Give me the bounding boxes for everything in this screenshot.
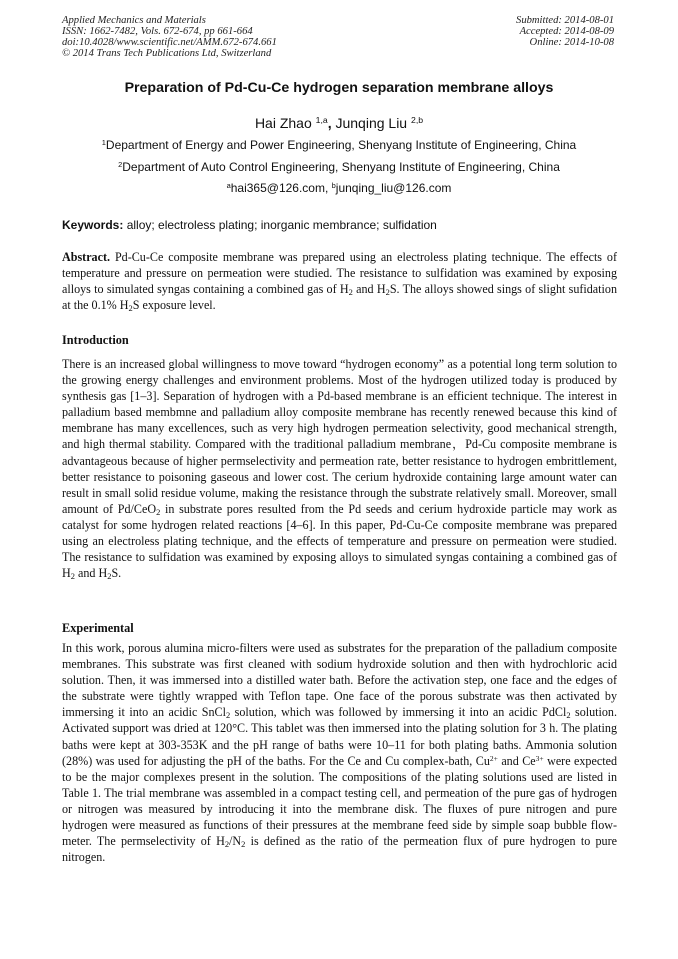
affiliation-1 xyxy=(0,138,678,152)
journal-info xyxy=(62,15,277,59)
publication-dates xyxy=(516,15,614,48)
affiliation-number: 2 xyxy=(118,159,123,169)
email-address[interactable]: hai365@126.com xyxy=(230,181,325,195)
author-affiliation-mark: 1,a xyxy=(315,115,328,126)
section-heading-introduction: Introduction xyxy=(62,333,129,347)
affiliation-text: Department of Energy and Power Engineering, Shenyang Institute of Engineering, China xyxy=(105,138,577,152)
author-separator: , xyxy=(327,115,336,131)
email-line xyxy=(0,181,678,195)
section-heading-experimental: Experimental xyxy=(62,621,134,635)
email-mark: a xyxy=(226,180,231,190)
experimental-text: In this work, porous alumina micro-filters were used as substrates for the preparation of the palladium composite membranes. This substrate was first cleaned with sodium hydroxide solution and then with hydrochloric acid solution. Then, it was immersed into a distilled water bath. Before the activation step, one face and the edges of the substrate were tightly wrapped with Teflon tape. One face of the porous substrate was then activated by immersing it into an acidic SnCl$_2$ solution, which was followed by immersing it into an acidic PdCl$_2$ solution. Activated support was dried at 120°C. This tablet was then immersed into the plating solution for 3 h. The plating baths were kept at 303-353K and the pH range of baths were 10–11 for both plating baths. Ammonia solution (28%) was used for adjusting the pH of the baths. For the Ce and Cu complex-bath, $Cu^{2+}$ and $Ce^{3+}$ were expected to be the major complexes present in the solution. The compositions of the plating solutions used are listed in Table 1. The trial membrane was assembled in a compact testing cell, and permeation of the pure gas of hydrogen or nitrogen was measured by introducing it into the membrane disk. The fluxes of pure nitrogen and pure hydrogen were measured as functions of their pressures at the membrane feed side by simple soap bubble flow-meter. The permselectivity of $H_2/N_2$ is defined as the ratio of the permeation flux of pure hydrogen to pure nitrogen. xyxy=(62,641,617,865)
author-name: Junqing Liu xyxy=(335,115,408,131)
author-affiliation-mark: 2,b xyxy=(411,115,424,126)
affiliation-2 xyxy=(0,160,678,174)
abstract xyxy=(62,249,617,313)
abstract-label: Abstract. xyxy=(62,250,111,264)
email-mark: b xyxy=(331,180,336,190)
keywords-text: alloy; electroless plating; inorganic membrance; sulfidation xyxy=(123,218,437,232)
journal-name: Applied Mechanics and Materials xyxy=(62,15,206,26)
accepted-date: Accepted: 2014-08-09 xyxy=(519,26,614,37)
abstract-text: Pd-Cu-Ce composite membrane was prepared using an electroless plating technique. The effects of temperature and pressure on permeation were studied. The resistance to sulfidation was examined by exposing alloys to simulated syngas containing a combined gas of $H_2$ and $H_2S$. The alloys showed sings of slight sufidation at the 0.1% $H_2S$ exposure level. xyxy=(62,250,617,314)
author-line xyxy=(0,115,678,131)
keywords-label: Keywords: xyxy=(62,218,124,232)
online-date: Online: 2014-10-08 xyxy=(529,37,614,48)
paper-title: Preparation of Pd-Cu-Ce hydrogen separation membrane alloys xyxy=(124,80,554,96)
submitted-date: Submitted: 2014-08-01 xyxy=(516,15,614,26)
journal-copyright: © 2014 Trans Tech Publications Ltd, Switzerland xyxy=(62,48,272,59)
author-name: Hai Zhao xyxy=(254,115,312,131)
journal-issn: ISSN: 1662-7482, Vols. 672-674, pp 661-664 xyxy=(62,26,253,37)
journal-doi: doi:10.4028/www.scientific.net/AMM.672-674.661 xyxy=(62,37,277,48)
keywords xyxy=(62,218,617,232)
affiliation-number: 1 xyxy=(101,137,106,147)
affiliation-text: Department of Auto Control Engineering, Shenyang Institute of Engineering, China xyxy=(122,160,560,174)
introduction-text: There is an increased global willingness to move toward “hydrogen economy” as a potential long term solution to the growing energy challenges and environment problems. Most of the hydrogen utilized today is produced by synthesis gas [1–3]. Separation of hydrogen with a Pd-based membrane is an efficient technique. The interest in palladium based membmne and palladium alloy composite membrane has recently renewed because this kind of membrane has many excellences, such as very high hydrogen permeation selectivity, good mechanical strength, and high thermal stability. Compared with the traditional palladium membrane，Pd-Cu composite membrane is advantageous because of higher permselectivity and permeation rate, better resistance to hydrogen embrittlement, better resistance to poisoning gaseous and lower cost. The cerium hydroxide containing large amount water can result in small solid residue volume, making the resistance through the substrate relatively small. Moreover, small amount of Pd/CeO$_2$ in substrate pores resulted from the Pd seeds and cerium hydroxide particle may work as catalyst for some hydrogen related reactions [4–6]. In this paper, Pd-Cu-Ce composite membrane was prepared using an electroless plating technique, and the effects of temperature and pressure on permeation were studied. The resistance to sulfidation was examined by exposing alloys to simulated syngas containing a combined gas of $H_2$ and $H_2S$. xyxy=(62,357,618,582)
email-separator: , xyxy=(324,181,332,195)
email-address[interactable]: junqing_liu@126.com xyxy=(335,181,452,195)
